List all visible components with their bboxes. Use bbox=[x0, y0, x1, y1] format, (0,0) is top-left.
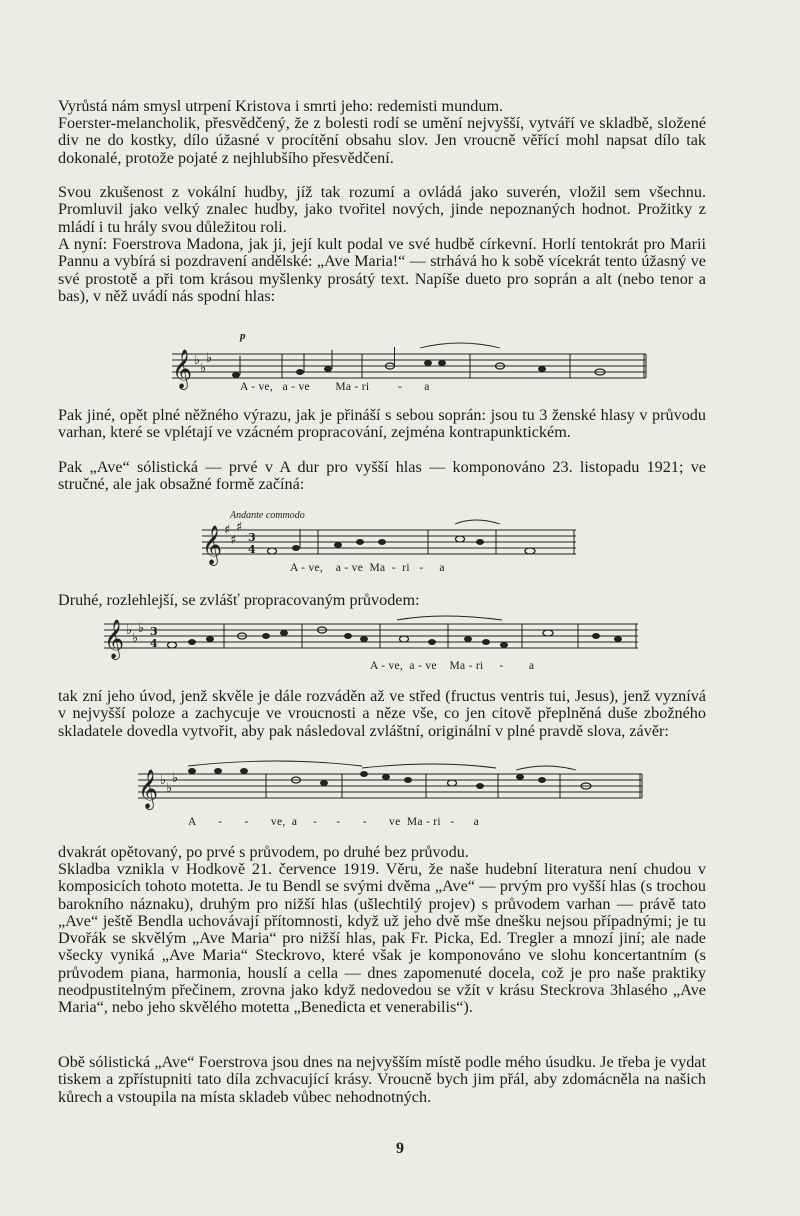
paragraph-10: Skladba vznikla v Hodkově 21. července 1919. Věru, že naše hudební literatura není chudou v komposicích tohoto motetta. Je tu Bendl se svými dvěma „Ave“ — prvým pro vyšší hlas (s trochou barokního náznaku), druhým pro nižší hlas (ušlechtilý projev) s průvodem varhan — právě tato „Ave“ ještě Bendla uchovávají přítomnosti, když už jeho dvě mše dnešku nejsou případnými; je tu Dvořák se skvělým „Ave Maria“ pro nižší hlas, pak Fr. Picka, Ed. Tregler a mnozí jiní; ale nade všecky vyniká „Ave Maria“ Steckrovo, které však je komponováno ve slohu koncertantním (s průvodem piana, harmonia, houslí a cella — dnes zapomenuté docela, což je pro naše praktiky neodpustitelným přečinem, zrovna jako když nedovedou se vžít v krásu Steckrova 3hlasého „Ave Maria“, nebo jeho skvělého motetta „Benedicta et venerabilis“). bbox=[58, 860, 706, 1017]
svg-text:♭: ♭ bbox=[172, 771, 179, 786]
lyrics-example-2: A - ve, a - ve Ma - ri - a bbox=[290, 562, 445, 574]
paragraph-7: Druhé, rozlehlejší, se zvlášť propracovaným průvodem: bbox=[58, 591, 420, 609]
paragraph-6: Pak „Ave“ sólistická — prvé v A dur pro vyšší hlas — komponováno 23. listopadu 1921; ve stručné, ale jak obsažné formě začíná: bbox=[58, 458, 706, 494]
staff-lines bbox=[202, 530, 576, 554]
svg-text:3: 3 bbox=[150, 625, 158, 638]
treble-clef-icon: 𝄞 bbox=[104, 619, 125, 659]
notes bbox=[268, 529, 575, 554]
staff-lines bbox=[172, 354, 646, 378]
notes bbox=[188, 768, 642, 798]
svg-text:4: 4 bbox=[248, 543, 256, 556]
dynamic-marking: p bbox=[240, 330, 246, 342]
svg-text:♭: ♭ bbox=[194, 353, 201, 368]
paragraph-8: tak zní jeho úvod, jenž skvěle je dále rozváděn až ve střed (fructus ventris tui, Jesus), jenž vyznívá v nejvyšší poloze a zachycuje ve vroucnosti a něze vše, co jen citově přeplněná duše zbožného skladatele dovedla vytvořit, aby pak následoval zvláštní, originální v plné pravdě slova, závěr: bbox=[58, 687, 706, 740]
treble-clef-icon: 𝄞 bbox=[172, 349, 193, 389]
paragraph-2: Foerster-melancholik, přesvědčený, že z bolesti rodí se umění nejvyšší, vytváří ve skladbě, složené div ne do kostky, dílo úžasné v procítění obsahu slov. Jen vroucně věřící mohl napsat dílo tak dokonalé, protože pojaté z nejhlubšího přesvědčení. bbox=[58, 114, 706, 167]
svg-text:♯: ♯ bbox=[224, 523, 231, 538]
staff-lines bbox=[138, 774, 642, 798]
music-example-3 bbox=[102, 614, 642, 664]
notes bbox=[232, 347, 646, 378]
paragraph-9: dvakrát opětovaný, po prvé s průvodem, po druhé bez průvodu. bbox=[58, 843, 469, 861]
tempo-marking: Andante commodo bbox=[230, 510, 305, 521]
paragraph-4: A nyní: Foerstrova Madona, jak ji, její kult podal ve své hudbě církevní. Horlí tentokrát pro Marii Pannu a vybírá si pozdravení andělské: „Ave Maria!“ — strhává ho k sobě vícekrát tento úžasný ve své prostotě a při tom krásou myšlenky prosátý text. Napíše dueto pro soprán a alt (nebo tenor a bas), v něž uvádí nás spodní hlas: bbox=[58, 235, 706, 305]
svg-text:♯: ♯ bbox=[236, 520, 243, 535]
treble-clef-icon: 𝄞 bbox=[202, 525, 223, 565]
lyrics-example-1: A - ve, a - ve Ma - ri - a bbox=[240, 381, 430, 393]
svg-text:♭: ♭ bbox=[200, 361, 207, 376]
svg-text:♭: ♭ bbox=[138, 621, 145, 636]
svg-text:♭: ♭ bbox=[206, 351, 213, 366]
svg-text:♯: ♯ bbox=[230, 533, 237, 548]
lyrics-example-3: A - ve, a - ve Ma - ri - a bbox=[370, 660, 535, 672]
svg-text:♭: ♭ bbox=[160, 773, 167, 788]
svg-text:♭: ♭ bbox=[166, 781, 173, 796]
staff-lines bbox=[104, 624, 638, 648]
paragraph-3: Svou zkušenost z vokální hudby, jíž tak rozumí a ovládá jako suverén, vložil sem všechnu. Promluvil jako velký znalec hudby, jako tvořitel nových, jinde nepoznaných hodnot. Prožitky z mládí i tu hrály svou důležitou roli. bbox=[58, 183, 706, 236]
music-example-4 bbox=[136, 760, 646, 820]
svg-text:♭: ♭ bbox=[126, 623, 133, 638]
svg-text:♭: ♭ bbox=[132, 631, 139, 646]
lyrics-example-4: A - - ve, a - - - ve Ma - ri - a bbox=[188, 816, 479, 828]
paragraph-1: Vyrůstá nám smysl utrpení Kristova i smrti jeho: redemisti mundum. bbox=[58, 97, 504, 115]
paragraph-5: Pak jiné, opět plné něžného výrazu, jak je přináší s sebou soprán: jsou tu 3 ženské hlasy v průvodu varhan, které se vplétají ve vzácném propracování, zejména kontrapunktickém. bbox=[58, 406, 706, 442]
svg-text:3: 3 bbox=[248, 531, 256, 544]
page-number: 9 bbox=[396, 1140, 404, 1157]
paragraph-11: Obě sólistická „Ave“ Foerstrova jsou dnes na nejvyšším místě podle mého úsudku. Je třeba je vydat tiskem a zpřístupniti tato díla zchvacující krásy. Vroucně bych jim přál, aby zdomácněla na našich kůrech a vstoupila na místa skladeb vůbec nehodnotných. bbox=[58, 1053, 706, 1106]
treble-clef-icon: 𝄞 bbox=[138, 769, 159, 809]
svg-text:4: 4 bbox=[150, 637, 158, 650]
